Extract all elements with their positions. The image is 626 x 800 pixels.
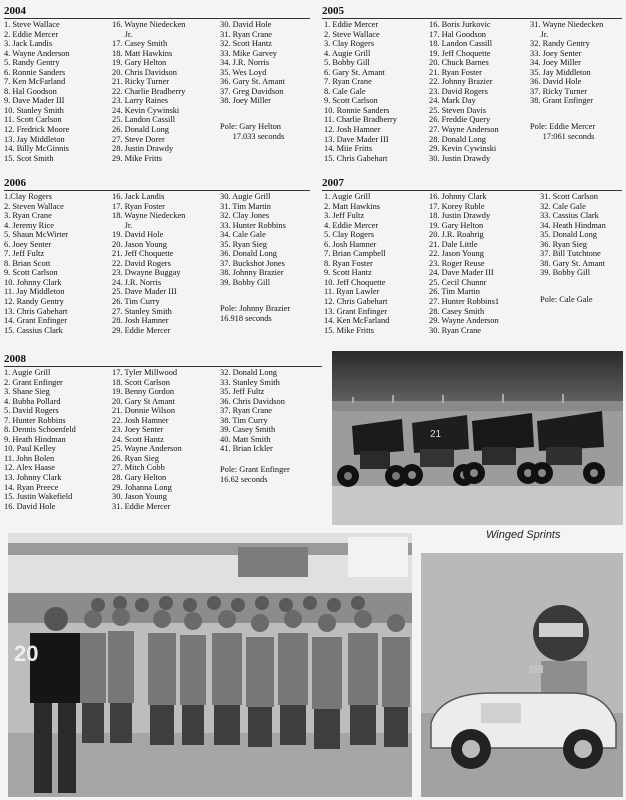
result-entry: 39. Casey Smith [220,425,276,435]
result-entry: 28. Josh Hamner [112,316,169,326]
result-entry: 31. Tim Martin [220,201,271,211]
result-entry: 21. Jeff Choquette [112,249,174,259]
result-entry: 6. Gary St. Amant [324,67,385,77]
pole-line: Pole: Gary Helton [220,122,281,131]
result-entry: 17. Ryan Foster [112,201,165,211]
result-entry: 2. Steven Wallace [4,201,64,211]
result-entry: 20. Chuck Barnes [429,58,489,68]
result-entry: Jr. [112,220,133,230]
result-entry: 18. Justin Drawdy [429,211,491,221]
result-entry: 11. Ryan Lawler [324,287,380,297]
result-entry: 32. Scott Hantz [220,39,272,49]
year-heading: 2004 [4,5,26,17]
result-entry: 15. Cassius Clark [4,325,63,335]
result-entry: 26. Tim Martin [429,287,480,297]
result-entry: 10. Johnny Clark [4,277,62,287]
result-entry: 19. Gary Helton [429,220,484,230]
result-entry: 34. Heath Hindman [540,220,606,230]
result-entry: 33. Hunter Robbins [220,220,286,230]
result-entry: 7. Jeff Fultz [4,249,45,259]
result-entry: 31. Wayne Niedecken [530,20,604,29]
result-entry: 35. Jeff Fultz [220,387,265,397]
result-entry: 3. Ryan Crane [4,211,52,221]
result-entry: 31. Scott Carlson [540,192,598,201]
divider [4,18,310,19]
result-entry: 12. Chris Gabehart [324,297,388,307]
result-entry: 25. Landon Cassill [112,115,176,125]
divider [322,18,622,19]
result-entry: 15. Justin Wakefield [4,492,73,502]
divider [4,190,310,191]
result-entry: 9. Scott Carlson [4,268,58,278]
pole-line: Pole: Eddie Mercer [530,122,596,131]
result-entry: 26. Freddie Query [429,115,491,125]
result-entry: 40. Matt Smith [220,434,271,444]
result-entry: 4. Augie Grill [324,48,371,58]
result-entry: 36. Ryan Sieg [540,239,587,249]
result-entry: 37. Bill Tutchtone [540,249,601,259]
result-entry: 21. Donnie Wilson [112,406,176,416]
result-entry: 7. Brian Campbell [324,249,386,259]
result-entry: 30. Augie Grill [220,192,271,201]
result-entry: 14. Miie Fritts [324,144,373,154]
result-entry: 27. Steve Dorer [112,134,165,144]
result-entry: 9. Scott Carlson [324,96,378,106]
result-entry: 10. Ronnie Sanders [324,105,390,115]
result-entry: 12. Josh Hamner [324,125,381,135]
result-entry: 14. Ken McFarland [324,316,390,326]
result-entry: 17. Hal Goodson [429,29,486,39]
result-entry: 33. Stanley Smith [220,377,280,387]
pole-line: 17.033 seconds [220,131,285,141]
result-entry: 19. Jeff Choquette [429,48,491,58]
result-entry: 13. Johnny Clark [4,473,62,483]
result-entry: 23. Larry Raines [112,96,169,106]
results-column [220,368,285,454]
result-entry: 36. Gary St. Amant [220,77,285,87]
result-entry: 25. Wayne Anderson [112,444,182,454]
result-entry: Jr. [530,29,549,39]
result-entry: 31. Eddie Mercer [112,501,171,511]
pole-line: Pole: Grant Enfinger [220,465,290,474]
result-entry: 5. Bobby Gill [324,58,370,68]
result-entry: 3. Shane Sieg [4,387,50,397]
result-entry: 3. Clay Rogers [324,39,375,49]
result-entry: 24. Dave Mader III [429,268,494,278]
result-entry: 24. Scott Hantz [112,434,164,444]
result-entry: 34. Joey Miller [530,58,581,68]
pole-line: Pole: Johnny Brazier [220,304,291,313]
result-entry: 9. Heath Hindman [4,434,66,444]
result-entry: 13. Jay Middleton [4,134,65,144]
sprint-cars-illustration [332,351,623,525]
result-entry: 37. Ricky Turner [530,86,588,96]
result-entry: 35. Ryan Sieg [220,239,267,249]
result-entry: 4. Eddie Mercer [324,220,379,230]
result-entry: 22. Josh Hamner [112,415,169,425]
result-entry: 24. Mark Day [429,96,476,106]
result-entry: 29. Kevin Cywinski [429,144,497,154]
pole-info [220,465,290,484]
svg-text:20: 20 [14,641,39,666]
result-entry: 17. Korey Ruble [429,201,485,211]
result-entry: 14. Ryan Preece [4,482,59,492]
photo-caption: Winged Sprints [486,529,561,541]
result-entry: 28. Gary Helton [112,473,167,483]
result-entry: 32. Randy Gentry [530,39,590,49]
result-entry: 30. Jason Young [112,492,167,502]
result-entry: 27. Mitch Cobb [112,463,165,473]
results-column [429,20,499,163]
results-column [530,20,603,106]
result-entry: 9. Dave Mader III [4,96,65,106]
result-entry: 6. Joey Senter [4,239,52,249]
divider [322,190,622,191]
result-entry: 2. Steve Wallace [324,29,380,39]
result-entry: 18. Wayne Niedecken [112,211,186,221]
result-entry: 11. Scott Carlson [4,115,62,125]
result-entry: 23. Dwayne Buggay [112,268,181,278]
result-entry: 6. Ronnie Sanders [4,67,66,77]
result-entry: 38. Tim Curry [220,415,268,425]
result-entry: 37. Buckshot Jones [220,258,285,268]
result-entry: 4. Jeremy Rice [4,220,55,230]
result-entry: 21. Ryan Foster [429,67,482,77]
result-entry: 22. Jason Young [429,249,484,259]
result-entry: 18. Matt Hawkins [112,48,173,58]
pole-line: 16.62 seconds [220,474,268,484]
result-entry: 2. Eddie Mercer [4,29,59,39]
result-entry: 2. Grant Enfinger [4,377,63,387]
result-entry: 34. Cale Gale [220,230,266,240]
child-toy-car-illustration [421,553,623,797]
result-entry: 8. Ryan Foster [324,258,373,268]
result-entry: 7. Ryan Crane [324,77,372,87]
result-entry: 37. Ryan Crane [220,406,272,416]
result-entry: 5. Shaun McWirter [4,230,69,240]
result-entry: 12. Alex Haase [4,463,55,473]
result-entry: 27. Stanley Smith [112,306,172,316]
result-entry: 7. Ken McFarland [4,77,66,87]
result-entry: 3. Jeff Fultz [324,211,365,221]
result-entry: 16. Johnny Clark [429,192,487,201]
result-entry: 12. Fredrick Moore [4,125,70,135]
result-entry: 36. Chris Davidson [220,396,285,406]
result-entry: 36. David Hole [530,77,582,87]
result-entry: 30. Ryan Crane [429,325,481,335]
result-entry: 20. Chris Davidson [112,67,177,77]
result-entry: 22. David Rogers [112,258,171,268]
result-entry: Jr. [112,29,133,39]
result-entry: 32. Cale Gale [540,201,586,211]
results-column [112,20,185,163]
results-column [429,192,499,335]
result-entry: 21. Dale Little [429,239,478,249]
result-entry: 19. Benny Gordon [112,387,175,397]
pole-line: 17:061 seconds [530,131,595,141]
result-entry: 15. Mike Fritts [324,325,375,335]
result-entry: 33. Cassius Clark [540,211,599,221]
result-entry: 2. Matt Hawkins [324,201,381,211]
pole-info [220,122,284,141]
pole-info [220,304,290,323]
year-heading: 2008 [4,353,26,365]
result-entry: 28. Casey Smith [429,306,485,316]
drivers-lineup-photo [8,533,412,797]
drivers-lineup-illustration [8,533,412,797]
divider [4,366,322,367]
result-entry: 27. Wayne Anderson [429,125,499,135]
result-entry: 1. Steve Wallace [4,20,60,29]
result-entry: 26. Tim Curry [112,297,160,307]
result-entry: 18. Landon Cassill [429,39,493,49]
result-entry: 4. Bubba Pollard [4,396,61,406]
results-column [324,20,397,163]
results-column [112,192,185,335]
result-entry: 8. Cale Gale [324,86,366,96]
result-entry: 29. Johanna Long [112,482,172,492]
result-entry: 14. Grant Enfinger [4,316,68,326]
result-entry: 13. Chris Gabehart [4,306,68,316]
result-entry: 29. Eddie Mercer [112,325,171,335]
results-column [540,192,606,278]
svg-text:21: 21 [430,429,442,440]
result-entry: 15. Chris Gabehart [324,153,388,163]
result-entry: 5. Clay Rogers [324,230,375,240]
result-entry: 20. Gary St Amant [112,396,175,406]
result-entry: 9. Scott Hantz [324,268,372,278]
result-entry: 1. Augie Grill [324,192,371,201]
result-entry: 11. Jay Middleton [4,287,65,297]
results-column [4,20,69,163]
result-entry: 11. Charlie Bradberry [324,115,397,125]
results-column [112,368,182,511]
result-entry: 4. Wayne Anderson [4,48,70,58]
result-entry: 24. Kevin Cywinski [112,105,180,115]
result-entry: 38. Johnny Brazier [220,268,284,278]
result-entry: 8. Brian Scott [4,258,51,268]
result-entry: 1. Eddie Mercer [324,20,379,29]
result-entry: 28. Donald Long [429,134,486,144]
result-entry: 36. Donald Long [220,249,277,259]
result-entry: 7. Hunter Robbins [4,415,66,425]
result-entry: 31. Ryan Crane [220,29,272,39]
result-entry: 30. Justin Drawdy [429,153,491,163]
result-entry: 20. Jason Young [112,239,167,249]
result-entry: 10. Jeff Choquette [324,277,386,287]
results-column [4,368,76,511]
result-entry: 28. Justin Drawdy [112,144,174,154]
result-entry: 29. Wayne Anderson [429,316,499,326]
result-entry: 24. J.R. Norris [112,277,162,287]
result-entry: 35. Donald Long [540,230,597,240]
result-entry: 39. Bobby Gill [540,268,591,278]
results-column [324,192,389,335]
result-entry: 16. Jack Landis [112,192,165,201]
result-entry: 11. John Bolen [4,453,55,463]
result-entry: 23. Joey Senter [112,425,164,435]
result-entry: 39. Bobby Gill [220,277,271,287]
result-entry: 17. Casey Smith [112,39,168,49]
result-entry: 10. Stanley Smith [4,105,64,115]
result-entry: 13. Dave Mader III [324,134,389,144]
result-entry: 13. Grant Enfinger [324,306,388,316]
result-entry: 33. Joey Senter [530,48,582,58]
result-entry: 26. Ryan Sieg [112,453,159,463]
result-entry: 8. Hal Goodson [4,86,57,96]
result-entry: 38. Gary St. Amant [540,258,605,268]
result-entry: 25. Steven Davis [429,105,486,115]
result-entry: 18. Scott Carlson [112,377,170,387]
result-entry: 16. Boris Jurkovic [429,20,491,29]
result-entry: 1.Clay Rogers [4,192,52,201]
result-entry: 38. Grant Enfinger [530,96,594,106]
result-entry: 20. J.R. Roahrig [429,230,484,240]
pole-line: 16.918 seconds [220,313,272,323]
result-entry: 29. Mike Fritts [112,153,163,163]
result-entry: 5. Randy Gentry [4,58,60,68]
result-entry: 22. Charlie Bradberry [112,86,186,96]
result-entry: 23. Roger Reuse [429,258,485,268]
result-entry: 33. Mike Garvey [220,48,277,58]
result-entry: 25. Dave Mader III [112,287,177,297]
result-entry: 17. Tyler Millwood [112,368,178,377]
result-entry: 1. Augie Grill [4,368,51,377]
result-entry: 38. Joey Miller [220,96,271,106]
result-entry: 19. Gary Helton [112,58,167,68]
year-heading: 2006 [4,177,26,189]
result-entry: 41. Brian Ickler [220,444,273,454]
result-entry: 10. Paul Kelley [4,444,56,454]
result-entry: 27. Hunter Robbins1 [429,297,500,307]
results-column [4,192,68,335]
result-entry: 32. Clay Jones [220,211,270,221]
result-entry: 37. Greg Davidson [220,86,284,96]
result-entry: 23. David Rogers [429,86,488,96]
result-entry: 32. Donald Long [220,368,277,377]
year-heading: 2007 [322,177,344,189]
child-toy-car-photo [421,553,623,797]
result-entry: 30. David Hole [220,20,272,29]
result-entry: 6. Josh Hamner [324,239,377,249]
result-entry: 3. Jack Landis [4,39,53,49]
pole-info [540,295,593,305]
result-entry: 12. Randy Gentry [4,297,64,307]
result-entry: 16. David Hole [4,501,56,511]
result-entry: 5. David Rogers [4,406,59,416]
sprint-cars-photo [332,351,623,525]
results-column [220,192,286,287]
result-entry: 35. Jay Middleton [530,67,591,77]
result-entry: 15. Scot Smith [4,153,54,163]
year-heading: 2005 [322,5,344,17]
results-column [220,20,285,106]
result-entry: 26. Donald Long [112,125,169,135]
result-entry: 35. Wes Loyd [220,67,267,77]
pole-line: Pole: Cale Gale [540,295,593,304]
result-entry: 34. J.R. Norris [220,58,270,68]
result-entry: 8. Dennis Schoenfeld [4,425,76,435]
pole-info [530,122,595,141]
result-entry: 16. Wayne Niedecken [112,20,186,29]
result-entry: 14. Billy McGinnis [4,144,69,154]
result-entry: 25. Cecil Chunnr [429,277,487,287]
result-entry: 21. Ricky Turner [112,77,170,87]
result-entry: 19. David Hole [112,230,164,240]
result-entry: 22. Johnny Brazier [429,77,493,87]
